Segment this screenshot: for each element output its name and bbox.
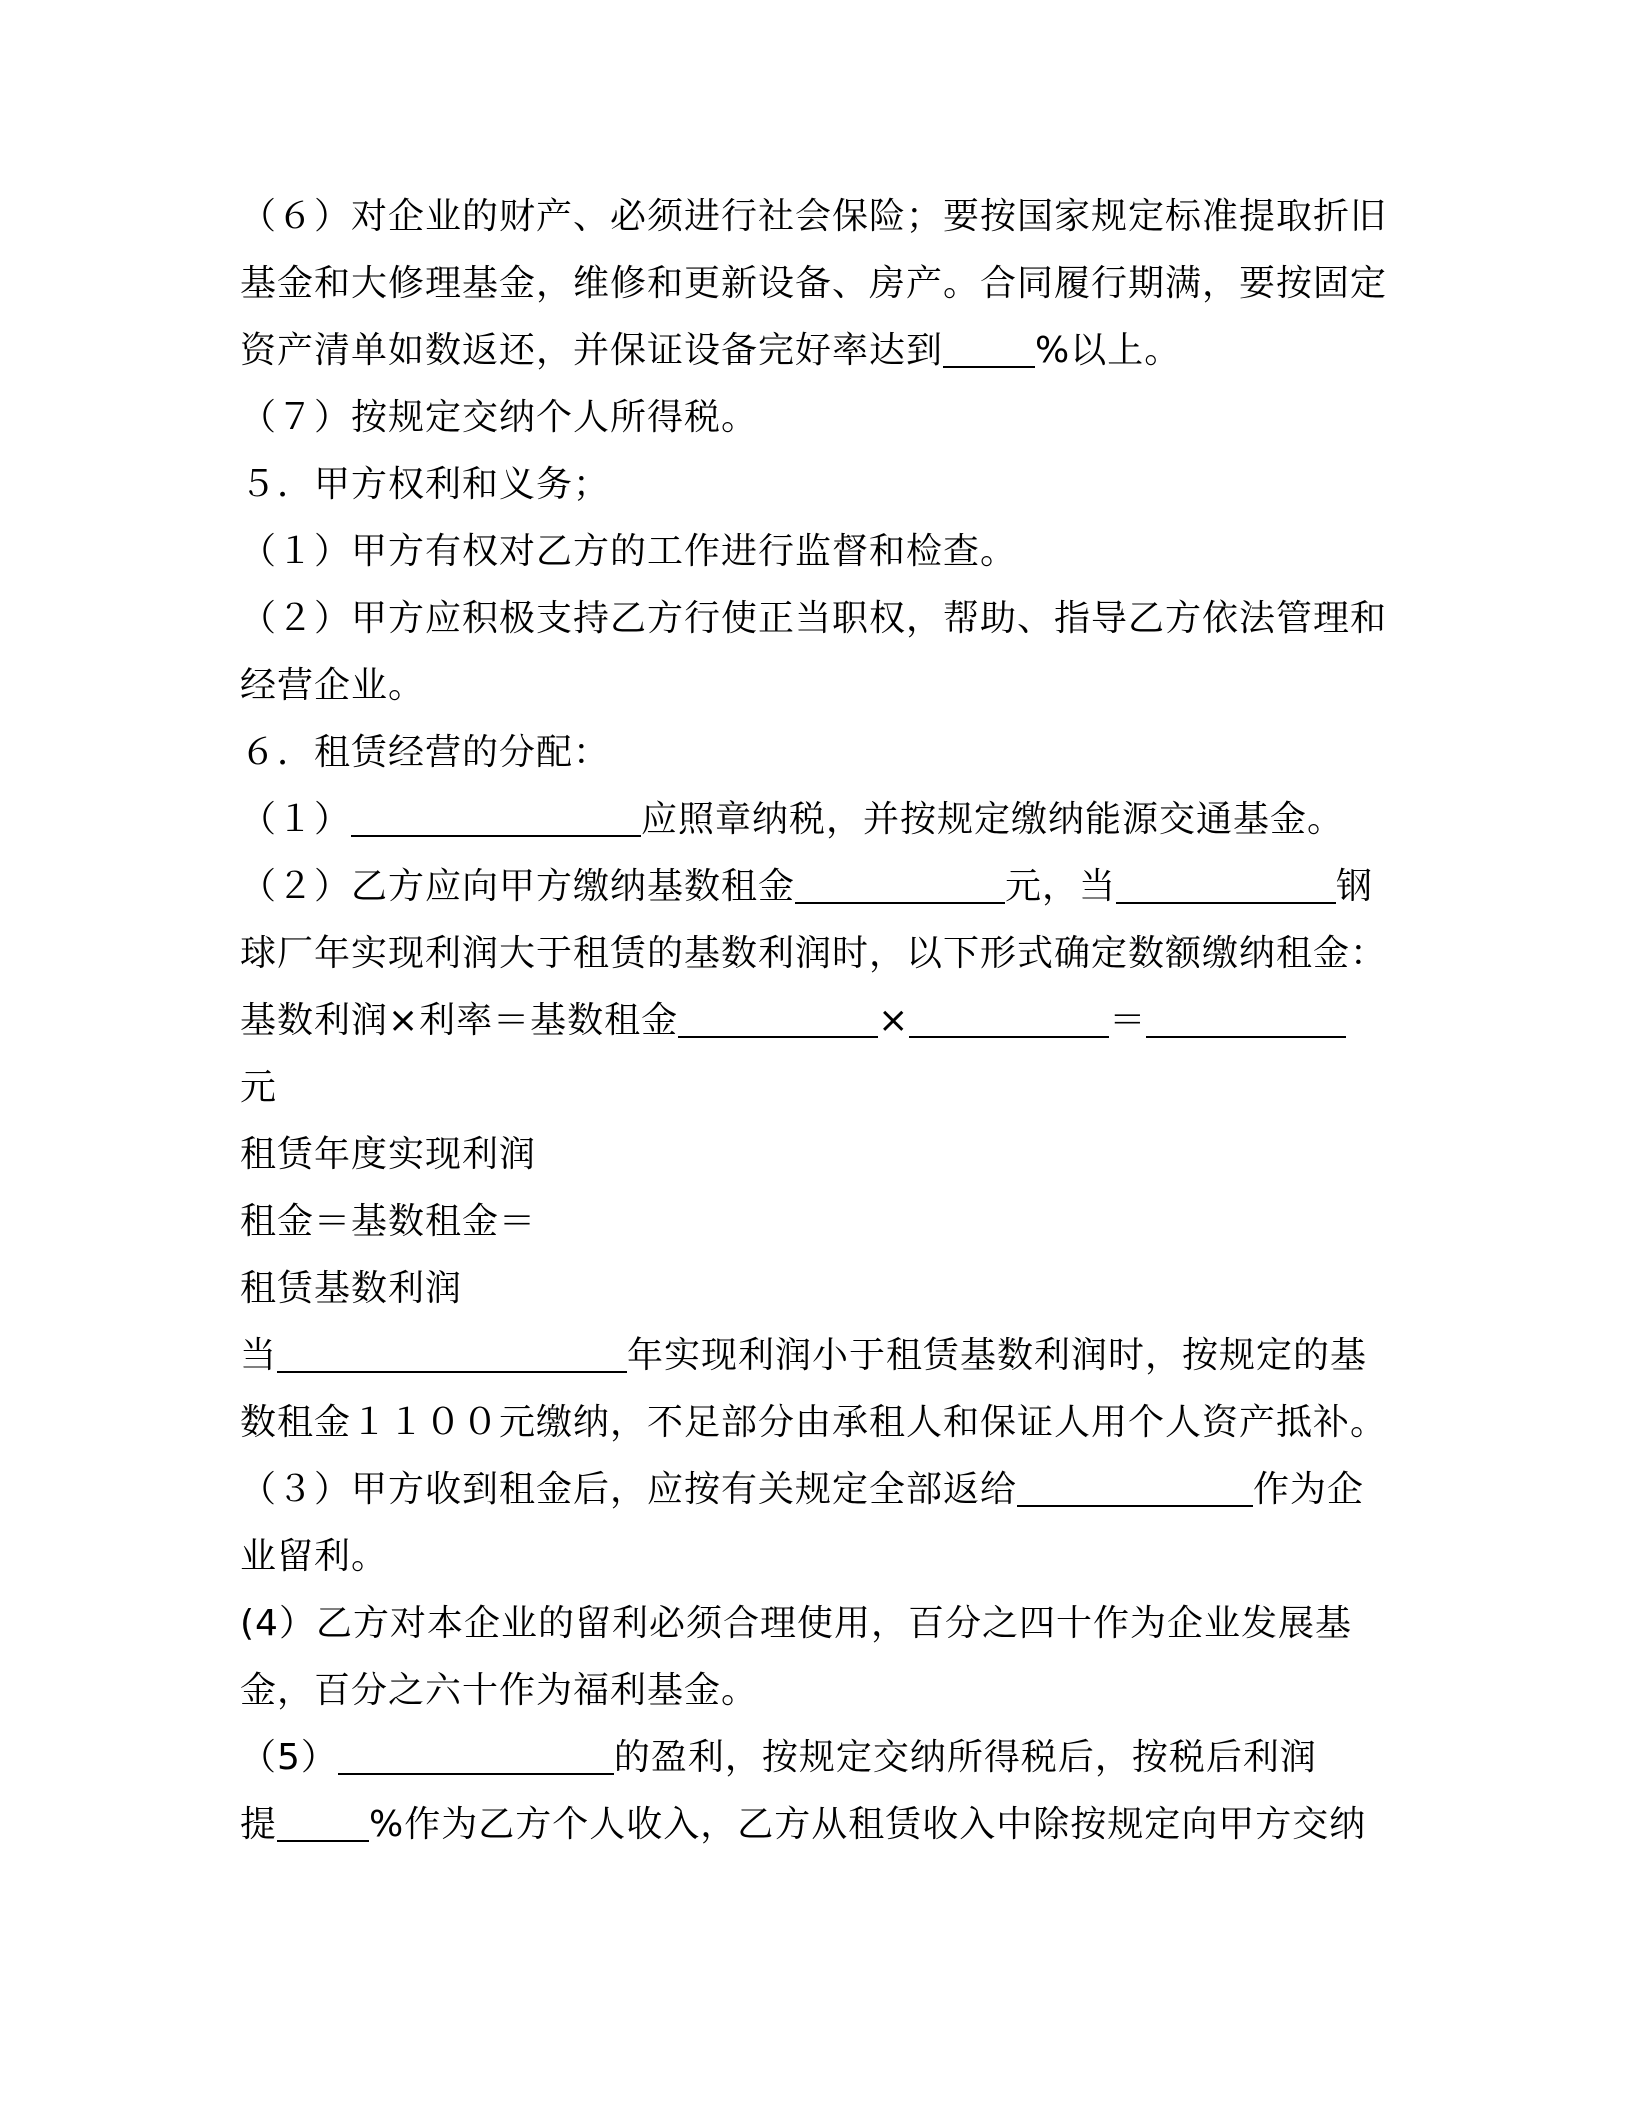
text-segment: （２）甲方应积极支持乙方行使正当职权，帮助、指导乙方依法管理和	[240, 598, 1388, 639]
text-segment: 的盈利，按规定交纳所得税后，按税后利润	[613, 1737, 1317, 1778]
text-segment: 租赁基数利润	[240, 1268, 463, 1309]
text-segment: 作为企	[1253, 1469, 1365, 1510]
text-segment: ＝	[1109, 1000, 1147, 1041]
paragraph-line	[240, 1326, 1367, 1386]
fill-in-blank	[351, 791, 641, 837]
text-segment: （６）对企业的财产、必须进行社会保险；要按国家规定标准提取折旧	[240, 196, 1388, 237]
paragraph-line	[240, 991, 1346, 1051]
paragraph-line	[240, 1728, 1317, 1788]
text-segment: 租金＝基数租金＝	[240, 1201, 537, 1242]
text-segment: 资产清单如数返还，并保证设备完好率达到	[240, 330, 944, 371]
text-segment: %作为乙方个人收入，乙方从租赁收入中除按规定向甲方交纳	[369, 1804, 1367, 1845]
text-segment: ５．甲方权利和义务；	[240, 464, 611, 505]
text-segment: %以上。	[1035, 330, 1182, 371]
fill-in-blank	[1017, 1461, 1253, 1507]
text-segment: 钢	[1336, 866, 1374, 907]
paragraph-line	[240, 1259, 462, 1319]
paragraph-line	[240, 857, 1373, 917]
paragraph-line	[240, 1527, 388, 1587]
text-segment: 元	[240, 1067, 278, 1108]
text-segment: 基金和大修理基金，维修和更新设备、房产。合同履行期满，要按固定	[240, 263, 1388, 304]
fill-in-blank	[1116, 858, 1336, 904]
paragraph-line	[240, 1594, 1352, 1654]
text-segment: 数租金１１００元缴纳，不足部分由承租人和保证人用个人资产抵补。	[240, 1402, 1388, 1443]
text-segment: 年实现利润小于租赁基数利润时，按规定的基	[627, 1335, 1368, 1376]
text-segment: 基数利润×利率＝基数租金	[240, 1000, 679, 1041]
text-segment: 应照章纳税，并按规定缴纳能源交通基金。	[641, 799, 1345, 840]
paragraph-line	[240, 522, 1017, 582]
paragraph-line	[240, 1192, 536, 1252]
text-segment: (4）乙方对本企业的留利必须合理使用，百分之四十作为企业发展基	[240, 1603, 1352, 1644]
fill-in-blank	[795, 858, 1005, 904]
paragraph-line	[240, 1393, 1387, 1453]
text-segment: （5）	[240, 1737, 338, 1778]
text-segment: 当	[240, 1335, 278, 1376]
paragraph-line	[240, 388, 758, 448]
paragraph-line	[240, 790, 1344, 850]
fill-in-blank	[943, 322, 1035, 368]
text-segment: （２）乙方应向甲方缴纳基数租金	[240, 866, 796, 907]
fill-in-blank	[909, 992, 1109, 1038]
text-segment: 经营企业。	[240, 665, 426, 706]
text-segment: 业留利。	[240, 1536, 389, 1577]
fill-in-blank	[338, 1729, 614, 1775]
text-segment: ×	[878, 1000, 910, 1041]
paragraph-line	[240, 589, 1387, 649]
text-segment: （１）甲方有权对乙方的工作进行监督和检查。	[240, 531, 1018, 572]
paragraph-line	[240, 1795, 1366, 1855]
text-segment: 提	[240, 1804, 278, 1845]
section-heading	[240, 455, 610, 515]
paragraph-line	[240, 924, 1387, 984]
paragraph-line	[240, 1661, 758, 1721]
paragraph-line	[240, 321, 1181, 381]
paragraph-line	[240, 656, 425, 716]
section-heading	[240, 723, 610, 783]
fill-in-blank	[1146, 992, 1346, 1038]
paragraph-line	[240, 1058, 277, 1118]
paragraph-line	[240, 187, 1387, 247]
paragraph-line	[240, 1125, 536, 1185]
fill-in-blank	[678, 992, 878, 1038]
fill-in-blank	[277, 1796, 369, 1842]
text-segment: 租赁年度实现利润	[240, 1134, 537, 1175]
text-segment: （１）	[240, 799, 352, 840]
text-segment: 金，百分之六十作为福利基金。	[240, 1670, 759, 1711]
text-segment: 元，当	[1005, 866, 1117, 907]
text-segment: 球厂年实现利润大于租赁的基数利润时，以下形式确定数额缴纳租金：	[240, 933, 1388, 974]
text-segment: （３）甲方收到租金后，应按有关规定全部返给	[240, 1469, 1018, 1510]
text-segment: ６．租赁经营的分配：	[240, 732, 611, 773]
paragraph-line	[240, 1460, 1364, 1520]
paragraph-line	[240, 254, 1387, 314]
fill-in-blank	[277, 1327, 627, 1373]
text-segment: （７）按规定交纳个人所得税。	[240, 397, 759, 438]
